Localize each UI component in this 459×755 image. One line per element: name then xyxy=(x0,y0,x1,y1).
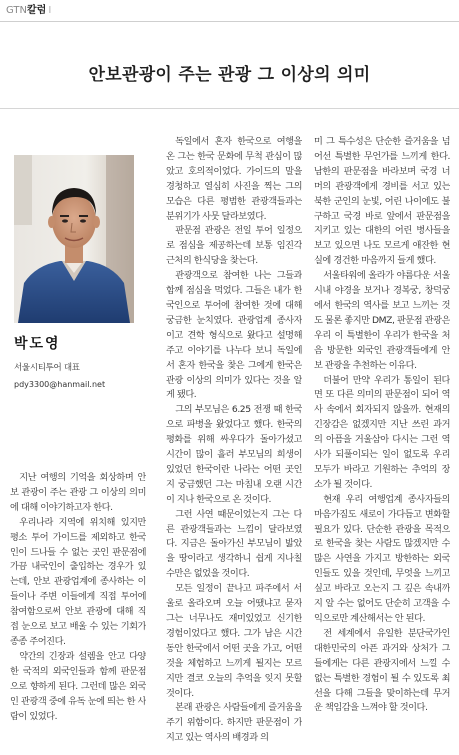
paragraph: 그의 부모님은 6.25 전쟁 때 한국으로 파병을 왔었다고 했다. 한국의 평화를 위해 싸우다가 돌아가셨고 시간이 많이 흘러 부모님의 희생이 있었던 한국이란 나라는 어떤 곳인지 궁금했던 그는 마침내 오랜 시간이 지나 한국으로 온 것이다. xyxy=(166,404,302,505)
paragraph: 우리나라 지역에 위치해 있지만 평소 투어 가이드를 제외하고 한국인이 드나들 수 없는 곳인 판문점에 가끔 내국인이 출입하는 경우가 있는데, 안보 관광업계에 종사하는 이들이나 주변 이들에게 직접 투어에 참여함으로써 안보 관광에 대해 직접 눈으로 보고 배울 수 있는 기회가 종종 주어진다. xyxy=(10,516,146,647)
author-photo xyxy=(14,155,134,323)
article-column-2 xyxy=(166,135,302,751)
title-divider xyxy=(0,108,459,109)
paragraph: 전 세계에서 유일한 분단국가인 대한민국의 아픈 과거와 상처가 그들에게는 다른 관광지에서 느낄 수 없는 특별한 경험이 될 수 있도록 최선을 다해 그들을 맞이하는데 무거운 책임감을 느껴야 할 것이다. xyxy=(314,627,450,714)
paragraph: 독일에서 혼자 한국으로 여행을 온 그는 한국 문화에 무척 관심이 많았고 호의적이었다. 가이드의 말을 경청하고 열심히 사진을 찍는 그의 모습은 다른 평범한 관광객들과는 분위기가 사뭇 달라보였다. xyxy=(166,136,302,222)
paragraph: 그런 사연 때문이었는지 그는 다른 관광객들과는 느낌이 달라보였다. 지금은 돌아가신 부모님이 밟았을 땅이라고 생각하니 쉽게 지나칠 수만은 없었을 것이다. xyxy=(166,508,302,580)
paragraph: 현재 우리 여행업계 종사자들의 마음가짐도 새로이 가다듬고 변화할 필요가 있다. 단순한 관광을 목적으로 한국을 찾는 사람도 많겠지만 수많은 사연을 가지고 방한하는 외국인들도 있을 것인데, 무엇을 느끼고 싶고 바라고 오는지 그 깊은 속내까지 알 수는 없어도 단순히 고객을 수익으로만 계산해서는 안 된다. xyxy=(314,493,450,624)
paragraph: 미 그 특수성은 단순한 즐거움을 넘어선 특별한 무언가를 느끼게 한다. 남한의 판문점을 바라보며 국경 너머의 관광객에게 경비를 서고 있는 북한 군인의 눈빛, 어린 나이에도 불구하고 국경 바로 앞에서 판문점을 지키고 있는 대한의 어린 병사들을 보고 있으면 나도 모르게 애잔한 현실에 경건한 마음까지 들게 했다. xyxy=(314,136,450,267)
paragraph: 관광객으로 참여한 나는 그들과 함께 점심을 먹었다. 그들은 내가 한국인으로 투어에 참여한 것에 대해 궁금한 눈치였다. 관광업계 종사자이고 견학 형식으로 왔다고 설명해주고 이야기를 나누다 보니 독일에서 혼자 한국을 찾은 그에게 한국은 관광 이상의 의미가 있다는 것을 알게 됐다. xyxy=(166,270,302,401)
author-role: 서울시티투어 대표 xyxy=(14,363,80,373)
paragraph: 본래 관광은 사람들에게 즐거움을 주기 위함이다. 하지만 판문점이 가지고 있는 역사의 배경과 의 xyxy=(166,702,302,744)
section-separator: I xyxy=(48,5,52,16)
article-title: 안보관광이 주는 관광 그 이상의 의미 xyxy=(88,65,371,85)
author-email: pdy3300@hanmail.net xyxy=(14,380,106,389)
paragraph: 지난 여행의 기억을 회상하며 안보 관광이 주는 관광 그 이상의 의미에 대해 이야기하고자 한다. xyxy=(10,472,146,513)
top-divider xyxy=(0,21,459,22)
section-prefix: GTN xyxy=(6,5,27,16)
column-header xyxy=(0,0,459,22)
paragraph: 약간의 긴장과 설렘을 안고 다양한 국적의 외국인들과 함께 판문점으로 향하게 된다. 그런데 많은 외국인 관광객 중에 유독 눈에 띄는 한 사람이 있었다. xyxy=(10,650,146,722)
paragraph: 더불어 만약 우리가 통일이 된다면 또 다른 의미의 판문점이 되어 역사 속에서 회자되지 않을까. 현재의 긴장감은 없겠지만 지난 쓰린 과거의 아픔을 거울삼아 다시는 그런 역사가 되풀이되는 일이 없도록 우리 모두가 바라고 기원하는 추억의 장소가 될 것이다. xyxy=(314,374,450,490)
section-name: 칼럼 xyxy=(26,5,47,16)
article-column-3 xyxy=(314,135,450,751)
paragraph: 모든 일정이 끝나고 파주에서 서울로 올라오며 오늘 어땠냐고 묻자 그는 너무나도 재미있었고 신기한 경험이었다고 했다. 그가 남은 시간동안 한국에서 어떤 곳을 가고, 어떤 것을 체험하고 느끼게 될지는 모르지만 결코 오늘의 추억을 잊지 못할 것이다. xyxy=(166,583,302,699)
section-tag xyxy=(6,5,51,17)
paragraph: 서울타워에 올라가 야름다운 서울 시내 야경을 보거나 경복궁, 창덕궁에서 한국의 역사를 보고 느끼는 것도 물론 좋지만 DMZ, 판문점 관광은 우리 이 특별한이 우리가 한국을 처음 방문한 외국인 관광객들에게 안보 관광을 추천하는 이유다. xyxy=(314,270,450,371)
article-column-1 xyxy=(10,471,146,749)
author-name: 박도영 xyxy=(14,336,61,352)
paragraph: 판문점 관광은 전일 투어 일정으로 점심을 제공하는데 보통 임진각 근처의 한식당을 찾는다. xyxy=(166,225,302,267)
